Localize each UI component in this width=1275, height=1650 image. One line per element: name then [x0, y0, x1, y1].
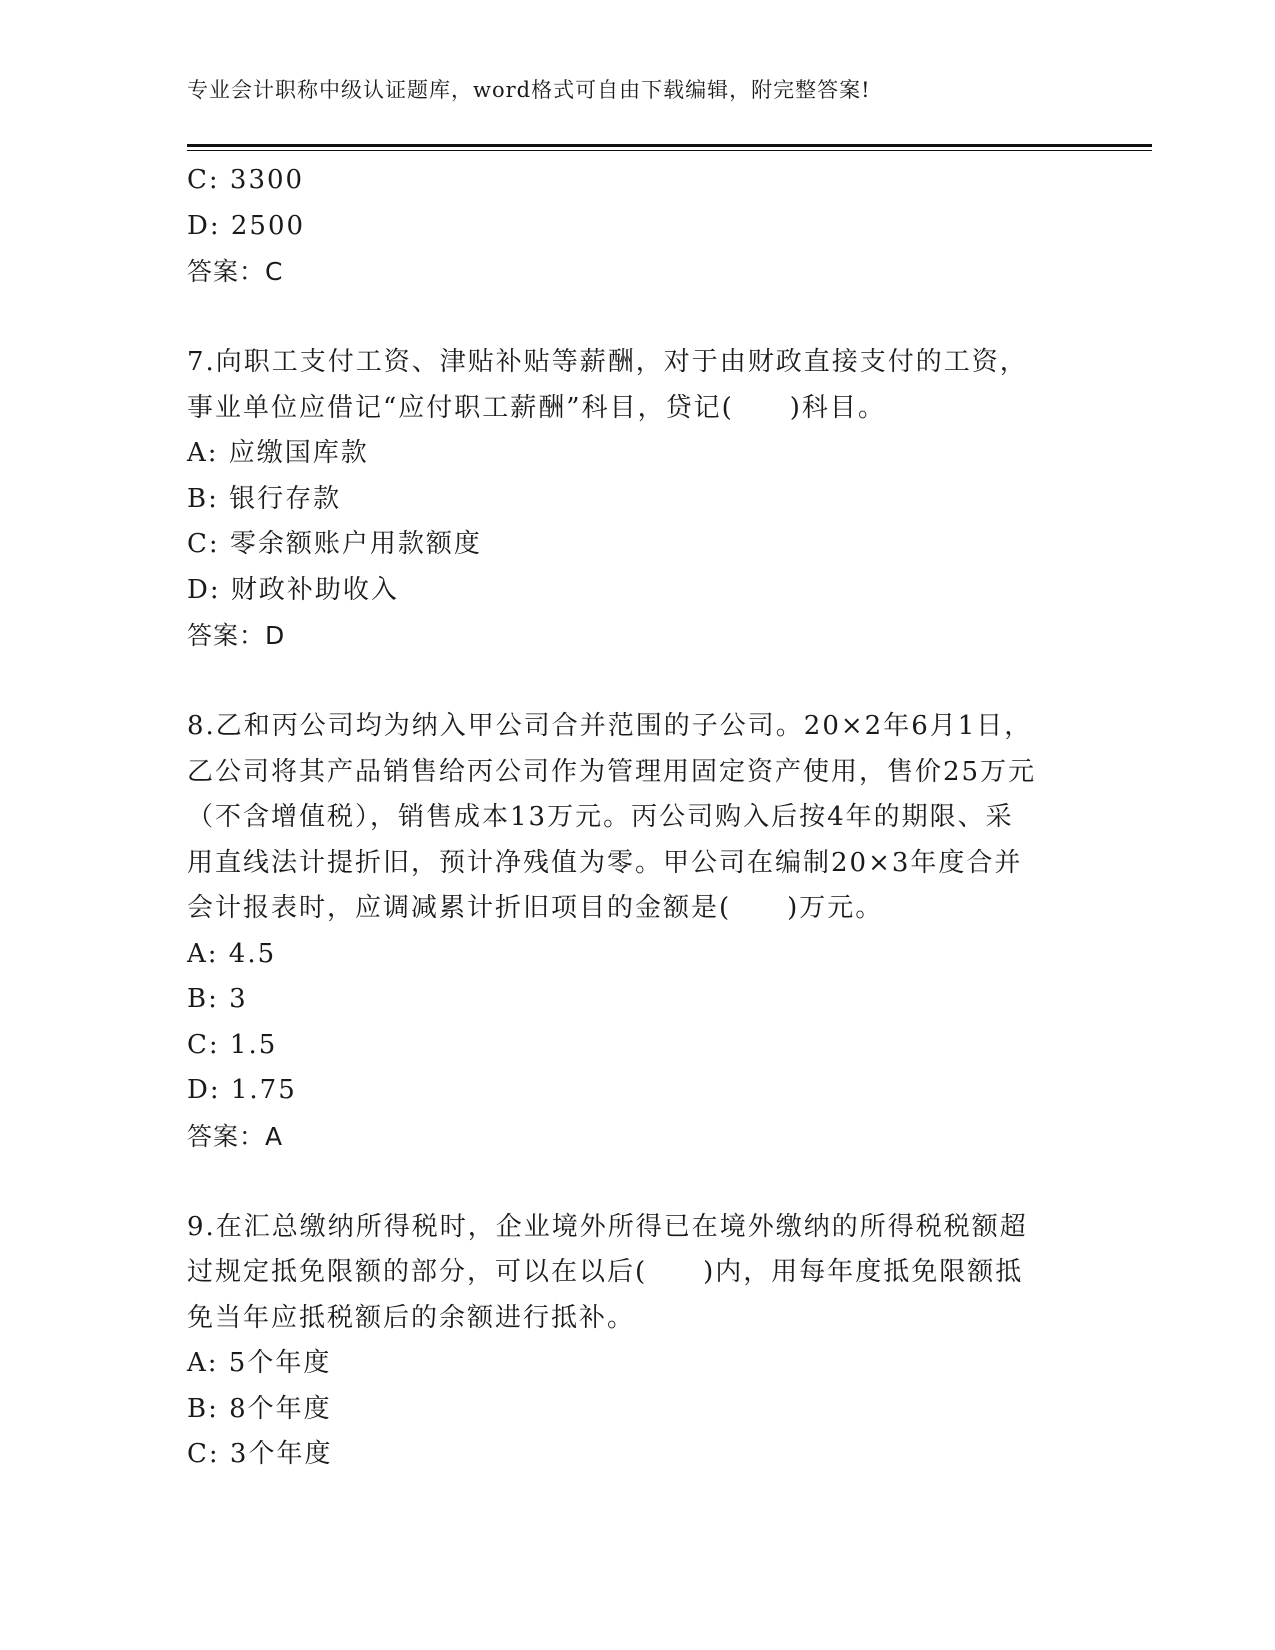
- question-text-line: 过规定抵免限额的部分，可以在以后( )内，用每年度抵免限额抵: [187, 1257, 1024, 1287]
- page-header: 专业会计职称中级认证题库，word格式可自由下载编辑，附完整答案!: [187, 78, 871, 102]
- question-text-line: 免当年应抵税额后的余额进行抵补。: [187, 1302, 636, 1333]
- question-text-line: 8.乙和丙公司均为纳入甲公司合并范围的子公司。20×2年6月1日，: [187, 711, 1033, 741]
- header-rule-thin: [187, 150, 1152, 151]
- answer-line: 答案：C: [187, 257, 284, 286]
- question-text-line: 9.在汇总缴纳所得税时，企业境外所得已在境外缴纳的所得税税额超: [187, 1211, 1028, 1242]
- option-line: B: 3: [187, 984, 248, 1014]
- question-text-line: （不含增值税），销售成本13万元。丙公司购入后按4年的期限、采: [187, 802, 1014, 832]
- option-line: C: 3个年度: [187, 1439, 333, 1469]
- question-text-line: 事业单位应借记“应付职工薪酬”科目，贷记( )科目。: [187, 392, 886, 423]
- option-line: C: 零余额账户用款额度: [187, 529, 482, 559]
- answer-line: 答案：A: [187, 1121, 284, 1151]
- question-text-line: 乙公司将其产品销售给丙公司作为管理用固定资产使用，售价25万元: [187, 756, 1037, 787]
- option-line: B: 银行存款: [187, 483, 342, 514]
- option-line: B: 8个年度: [187, 1393, 332, 1424]
- spacer: [187, 659, 1087, 705]
- spacer: [187, 1159, 1087, 1205]
- option-line: A: 4.5: [187, 938, 277, 969]
- option-line: C: 3300: [187, 165, 305, 195]
- question-text-line: 7.向职工支付工资、津贴补贴等薪酬，对于由财政直接支付的工资，: [187, 347, 1028, 377]
- question-text-line: 会计报表时，应调减累计折旧项目的金额是( )万元。: [187, 893, 884, 923]
- option-line: A: 5个年度: [187, 1348, 332, 1378]
- question-text-line: 用直线法计提折旧，预计净残值为零。甲公司在编制20×3年度合并: [187, 847, 1023, 878]
- spacer: [187, 295, 1087, 341]
- answer-line: 答案：D: [187, 621, 286, 650]
- option-line: D: 1.75: [187, 1075, 297, 1105]
- option-line: A: 应缴国库款: [187, 438, 369, 468]
- question-content: [187, 158, 1087, 1478]
- option-line: C: 1.5: [187, 1029, 278, 1060]
- option-line: D: 2500: [187, 210, 306, 241]
- header-rule-thick: [187, 144, 1152, 147]
- option-line: D: 财政补助收入: [187, 574, 399, 605]
